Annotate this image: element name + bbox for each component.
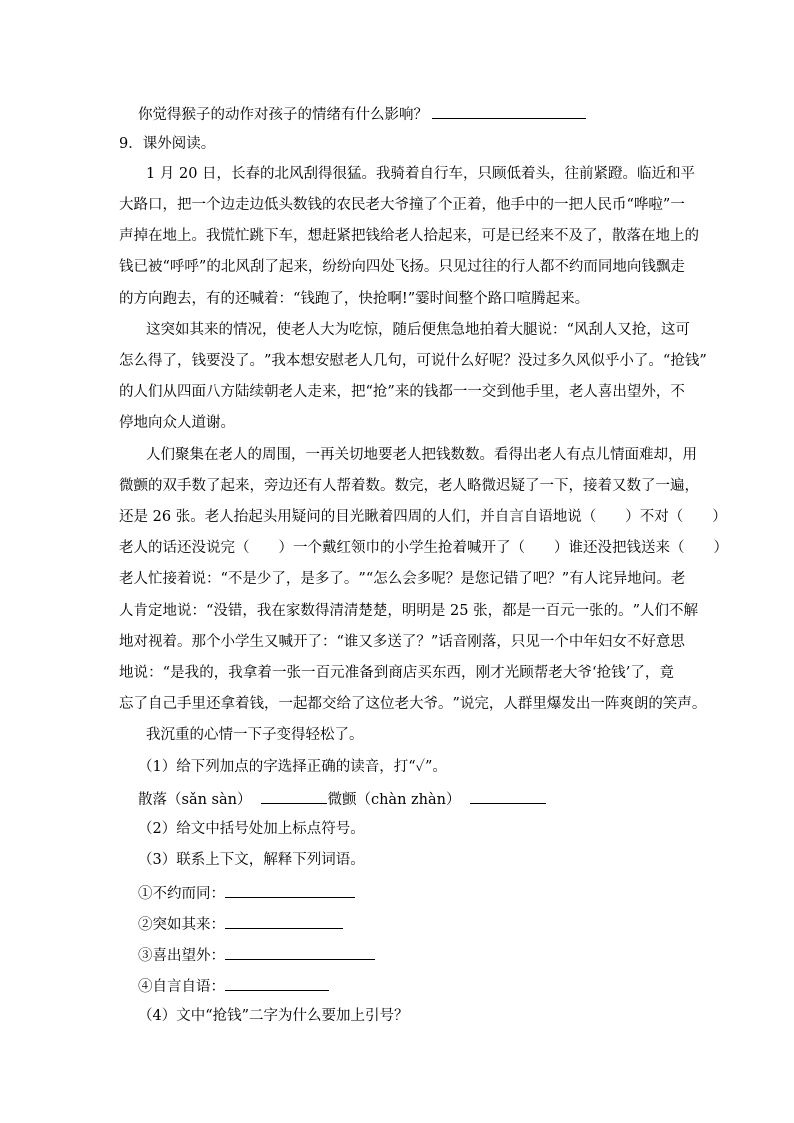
passage-line: 人 们 聚 集 在 老 人 的 周 围 ， 一 再 关 切 地 要 老 人 把 钱 数 数 。 看 得 出 老 人 有 点 儿 情 面 难 却 ， 用: [146, 447, 697, 463]
term-label: ③喜出望外：: [138, 948, 225, 964]
passage-line: 还 是 2 6 张 。 老 人 抬 起 头 用 疑 问 的 目 光 瞅 着 四 周 的 人 们 ， 并 自 言 自 语 地 说 （ ） 不 对 （ ）: [119, 509, 727, 525]
passage-line: 声 掉 在 地 上 。 我 慌 忙 跳 下 车 ， 想 赶 紧 把 钱 给 老 人 拾 起 来 ， 可 是 已 经 来 不 及 了 ， 散 落 在 地 上 的: [119, 228, 699, 244]
prev-question-text: 你觉得猴子的动作对孩子的情绪有什么影响？: [138, 107, 428, 123]
passage-line: 人 肯 定 地 说 ： “ 没 错 ， 我 在 家 数 得 清 清 楚 楚 ， 明 明 是 2 5 张 ， 都 是 一 百 元 一 张 的 。 ” 人 们 不 解: [119, 603, 699, 619]
passage-line: 我沉重的心情一下子变得轻松了。: [146, 727, 364, 743]
prev-question: [138, 103, 586, 125]
passage-line: 大 路 口 ， 把 一 个 边 走 边 低 头 数 钱 的 农 民 老 大 爷 撞 了 个 正 着 ， 他 手 中 的 一 把 人 民 币 “ 哗 啦 ” 一: [119, 197, 685, 213]
term-label: ④自言自语：: [138, 979, 225, 995]
passage-line: 地 对 视 着 。 那 个 小 学 生 又 喊 开 了 ： “ 谁 又 多 送 了 ？ ” 话 音 刚 落 ， 只 见 一 个 中 年 妇 女 不 好 意 思: [119, 634, 685, 650]
question-title: 9．课外阅读。: [119, 136, 216, 152]
passage-line: 地 说 ： “ 是 我 的 ， 我 拿 着 一 张 一 百 元 准 备 到 商 店 买 东 西 ， 刚 才 光 顾 帮 老 大 爷 ‘ 抢 钱 ’ 了 ， 竟: [119, 665, 674, 681]
passage-line: 停地向众人道谢。: [119, 415, 235, 431]
passage-line: 1 月 2 0 日 ， 长 春 的 北 风 刮 得 很 猛 。 我 骑 着 自 行 车 ， 只 顾 低 着 头 ， 往 前 紧 蹬 。 临 近 和 平: [146, 166, 696, 182]
answer-blank[interactable]: [470, 788, 546, 804]
passage-line: 怎 么 得 了 ， 钱 要 没 了 。 ” 我 本 想 安 慰 老 人 几 句 ， 可 说 什 么 好 呢 ？ 没 过 多 久 风 似 乎 小 了 。 “ 抢 钱 ”: [119, 353, 707, 369]
subquestion-3-label: （3）联系上下文，解释下列词语。: [138, 852, 365, 868]
pinyin-item-2: 微颤（chàn zhàn）: [327, 792, 461, 808]
passage-line: 这 突 如 其 来 的 情 况 ， 使 老 人 大 为 吃 惊 ， 随 后 便 焦 急 地 拍 着 大 腿 说 ： “ 风 刮 人 又 抢 ， 这 可: [146, 322, 690, 338]
answer-blank[interactable]: [225, 882, 355, 898]
pinyin-item-1: 散落（sǎn sàn）: [138, 792, 252, 808]
passage-line: 忘 了 自 己 手 里 还 拿 着 钱 ， 一 起 都 交 给 了 这 位 老 大 爷 。 ” 说 完 ， 人 群 里 爆 发 出 一 阵 爽 朗 的 笑 声 。: [119, 696, 707, 712]
passage-line: 微 颤 的 双 手 数 了 起 来 ， 旁 边 还 有 人 帮 着 数 。 数 完 ， 老 人 略 微 迟 疑 了 一 下 ， 接 着 又 数 了 一 遍 ，: [119, 478, 699, 494]
subquestion-1-items: [138, 788, 546, 810]
answer-blank[interactable]: [432, 103, 586, 119]
term-item: [138, 913, 343, 935]
answer-blank[interactable]: [225, 913, 343, 929]
term-item: [138, 944, 375, 966]
term-label: ②突如其来：: [138, 917, 225, 933]
term-item: [138, 975, 329, 997]
answer-blank[interactable]: [225, 975, 329, 991]
passage-line: 钱 已 被 “ 呼 呼 ” 的 北 风 刮 了 起 来 ， 纷 纷 向 四 处 飞 扬 。 只 见 过 往 的 行 人 都 不 约 而 同 地 向 钱 飘 走: [119, 259, 685, 275]
term-item: [138, 882, 355, 904]
subquestion-2-label: （2）给文中括号处加上标点符号。: [138, 821, 365, 837]
answer-blank[interactable]: [225, 944, 375, 960]
subquestion-4-label: （4）文中“抢钱”二字为什么要加上引号？: [138, 1008, 409, 1024]
passage-line: 的 人 们 从 四 面 八 方 陆 续 朝 老 人 走 来 ， 把 “ 抢 ” 来 的 钱 都 一 一 交 到 他 手 里 ， 老 人 喜 出 望 外 ， 不: [119, 384, 685, 400]
term-label: ①不约而同：: [138, 886, 225, 902]
passage-line: 老 人 的 话 还 没 说 完 （ ） 一 个 戴 红 领 巾 的 小 学 生 抢 着 喊 开 了 （ ） 谁 还 没 把 钱 送 来 （ ）: [119, 540, 728, 556]
answer-blank[interactable]: [261, 788, 327, 804]
passage-line: 的方向跑去，有的还喊着：“钱跑了，快抢啊!”霎时间整个路口喧腾起来。: [119, 291, 590, 307]
passage-line: 老 人 忙 接 着 说 ： “ 不 是 少 了 ， 是 多 了 。 ” “ 怎 么 会 多 呢 ？ 是 您 记 错 了 吧 ？ ” 有 人 诧 异 地 问 。 老: [119, 571, 686, 587]
subquestion-1-label: （1）给下列加点的字选择正确的读音，打“✓”。: [138, 759, 447, 775]
